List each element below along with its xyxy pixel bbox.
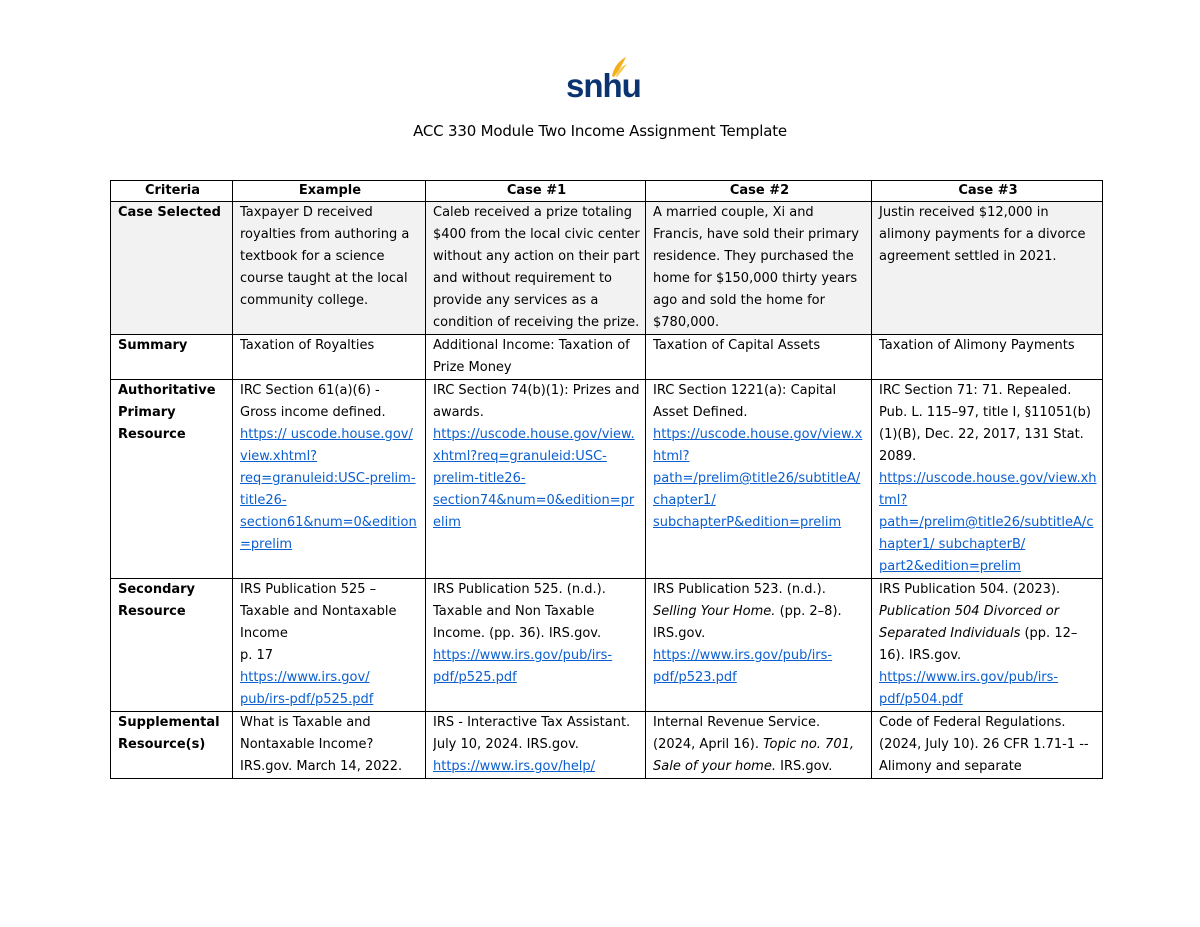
authoritative-example xyxy=(233,380,426,579)
supplemental-case-2-post: IRS.gov. xyxy=(780,759,833,774)
secondary-case-2 xyxy=(646,579,872,712)
summary-case-3: Taxation of Alimony Payments xyxy=(872,335,1103,380)
secondary-case-3-post: (pp. 12–16). IRS.gov. xyxy=(879,626,1078,663)
summary-example: Taxation of Royalties xyxy=(233,335,426,380)
authoritative-case-2-text: IRC Section 1221(a): Capital Asset Defined. xyxy=(653,383,837,420)
row-label-supplemental: Supplemental Resource(s) xyxy=(111,712,233,779)
authoritative-case-3-link[interactable]: https://uscode.house.gov/view.xhtml?path=/prelim@title26/subtitleA/chapter1/ subchapterB/ part2&edition=prelim xyxy=(879,471,1097,574)
secondary-example-link[interactable]: https://www.irs.gov/ pub/irs-pdf/p525.pdf xyxy=(240,670,374,707)
row-label-summary: Summary xyxy=(111,335,233,380)
secondary-case-3-title: Publication 504 Divorced or Separated Individuals xyxy=(879,604,1060,641)
authoritative-case-1 xyxy=(426,380,646,579)
authoritative-case-3 xyxy=(872,380,1103,579)
supplemental-case-2-content xyxy=(653,712,866,778)
header-case-2: Case #2 xyxy=(646,181,872,202)
secondary-example xyxy=(233,579,426,712)
row-label-case-selected: Case Selected xyxy=(111,202,233,335)
logo-wordmark: snhu xyxy=(566,67,641,104)
secondary-case-1-text: IRS Publication 525. (n.d.). Taxable and Non Taxable Income. (pp. 36). IRS.gov. xyxy=(433,582,606,641)
case-selected-example: Taxpayer D received royalties from authoring a textbook for a science course taught at the local community college. xyxy=(233,202,426,335)
supplemental-case-2 xyxy=(646,712,872,779)
supplemental-row xyxy=(111,712,1103,779)
summary-case-1: Additional Income: Taxation of Prize Money xyxy=(426,335,646,380)
supplemental-case-1 xyxy=(426,712,646,779)
summary-row xyxy=(111,335,1103,380)
page-title: ACC 330 Module Two Income Assignment Template xyxy=(413,122,787,140)
row-label-secondary: Secondary Resource xyxy=(111,579,233,712)
secondary-example-line-1: IRS Publication 525 – Taxable and Nontaxable Income xyxy=(240,582,397,641)
snhu-logo xyxy=(566,56,641,104)
authoritative-case-1-text: IRC Section 74(b)(1): Prizes and awards. xyxy=(433,383,640,420)
secondary-example-line-2: p. 17 xyxy=(240,648,274,663)
authoritative-case-2 xyxy=(646,380,872,579)
authoritative-case-1-link[interactable]: https://uscode.house.gov/view.xhtml?req=granuleid:USC-prelim-title26-section74&num=0&edition=prelim xyxy=(433,427,635,530)
secondary-case-2-post: (pp. 2–8). IRS.gov. xyxy=(653,604,842,641)
secondary-row xyxy=(111,579,1103,712)
supplemental-example-text: What is Taxable and Nontaxable Income? IRS.gov. March 14, 2022. xyxy=(240,715,403,774)
supplemental-case-1-link[interactable]: https://www.irs.gov/help/ xyxy=(433,759,596,774)
case-selected-case-2: A married couple, Xi and Francis, have sold their primary residence. They purchased the home for $150,000 thirty years ago and sold the home for $780,000. xyxy=(646,202,872,335)
header-criteria: Criteria xyxy=(111,181,233,202)
header-case-1: Case #1 xyxy=(426,181,646,202)
supplemental-example xyxy=(233,712,426,779)
supplemental-case-1-text: IRS - Interactive Tax Assistant. July 10, 2024. IRS.gov. xyxy=(433,715,631,752)
supplemental-case-2-pre: Internal Revenue Service. (2024, April 16). xyxy=(653,715,821,752)
supplemental-case-1-content xyxy=(433,712,640,778)
summary-case-2: Taxation of Capital Assets xyxy=(646,335,872,380)
secondary-case-2-pre: IRS Publication 523. (n.d.). xyxy=(653,582,826,597)
secondary-case-3 xyxy=(872,579,1103,712)
authoritative-example-text: IRC Section 61(a)(6) - Gross income defined. xyxy=(240,383,386,420)
supplemental-case-2-title: Topic no. 701, Sale of your home. xyxy=(653,737,854,774)
secondary-case-2-link[interactable]: https://www.irs.gov/pub/irs-pdf/p523.pdf xyxy=(653,648,833,685)
authoritative-case-3-text: IRC Section 71: 71. Repealed. Pub. L. 115–97, title I, §11051(b)(1)(B), Dec. 22, 2017, 131 Stat. 2089. xyxy=(879,383,1091,464)
secondary-case-2-title: Selling Your Home. xyxy=(653,604,776,619)
authoritative-case-2-link[interactable]: https://uscode.house.gov/view.xhtml?path=/prelim@title26/subtitleA/chapter1/ subchapterP&edition=prelim xyxy=(653,427,863,530)
row-label-authoritative: Authoritative Primary Resource xyxy=(111,380,233,579)
header-example: Example xyxy=(233,181,426,202)
secondary-case-3-link[interactable]: https://www.irs.gov/pub/irs-pdf/p504.pdf xyxy=(879,670,1059,707)
authoritative-row xyxy=(111,380,1103,579)
header-case-3: Case #3 xyxy=(872,181,1103,202)
secondary-case-1 xyxy=(426,579,646,712)
case-selected-case-3: Justin received $12,000 in alimony payments for a divorce agreement settled in 2021. xyxy=(872,202,1103,335)
secondary-case-3-pre: IRS Publication 504. (2023). xyxy=(879,582,1061,597)
supplemental-case-3 xyxy=(872,712,1103,779)
case-selected-case-1: Caleb received a prize totaling $400 from the local civic center without any action on their part and without requirement to provide any services as a condition of receiving the prize. xyxy=(426,202,646,335)
authoritative-example-link[interactable]: https:// uscode.house.gov/ view.xhtml? req=granuleid:USC-prelim-title26-section61&num=0&edition =prelim xyxy=(240,427,417,552)
header-row xyxy=(111,181,1103,202)
secondary-case-1-link[interactable]: https://www.irs.gov/pub/irs-pdf/p525.pdf xyxy=(433,648,613,685)
supplemental-case-3-text: Code of Federal Regulations. (2024, July 10). 26 CFR 1.71-1 -- Alimony and separate xyxy=(879,715,1089,774)
case-selected-row xyxy=(111,202,1103,335)
assignment-table xyxy=(110,180,1103,779)
